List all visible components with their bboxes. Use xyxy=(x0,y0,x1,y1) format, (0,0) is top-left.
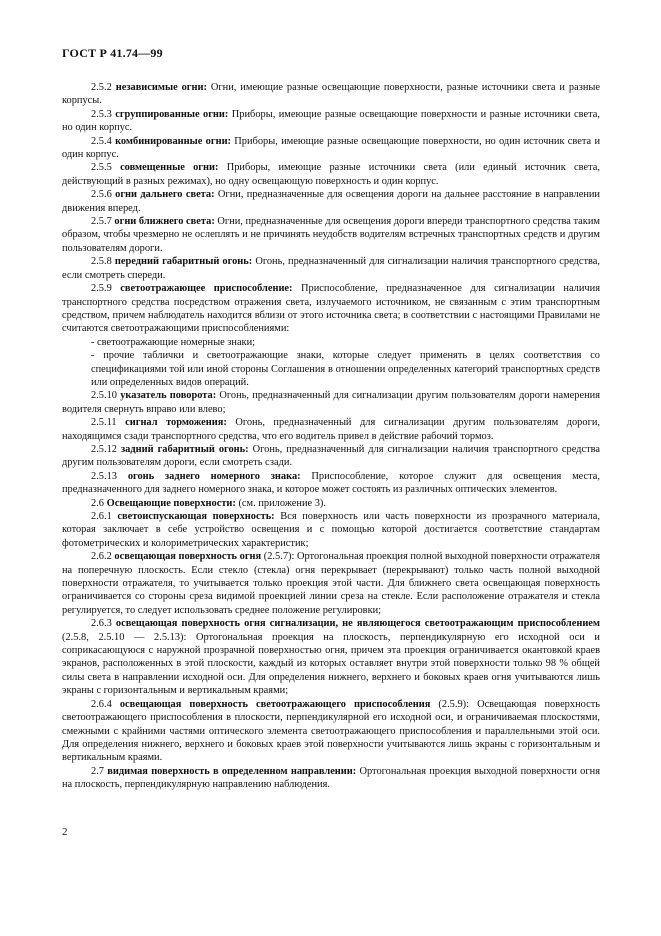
clause-text: (см. приложение 3). xyxy=(235,497,326,509)
clause-text: - прочие таблички и светоотражающие знаки, которые следует применять в целях соответствия со спецификациями той или иной стороны Соглашения в отношении определенных категорий транспортных средств или определенных видов операций. xyxy=(91,350,600,388)
clause-text: Приспособление, которое служит для освещения места, предназначенного для заднего номерного знака, и которое может состоять из различных оптических элементов. xyxy=(62,470,601,496)
clause-paragraph xyxy=(62,161,600,188)
clause-term: сигнал торможения: xyxy=(125,417,227,429)
document-header: ГОСТ Р 41.74—99 xyxy=(62,46,163,60)
clause-number: 2.6.1 xyxy=(91,511,112,522)
clause-text: Приспособление, предназначенное для сигнализации наличия транспортного средства посредством отражения света, излучаемого источником, не связанным с этим транспортным средством, причем наблюдатель находится вблизи от этого источника света; в соответствии с настоящими Правилами не считаются светоотражающими приспособлениями: xyxy=(62,283,600,335)
clause-text: Вся поверхность или часть поверхности из прозрачного материала, которая заключает в себе устройство освещения и с помощью которой достигается соответствие стандартам фотометрических и колориметрических характеристик; xyxy=(62,511,601,549)
clause-paragraph xyxy=(62,443,600,470)
clause-number: 2.5.4 xyxy=(91,135,112,147)
list-item xyxy=(62,336,600,349)
clause-term: освещающая поверхность огня xyxy=(114,551,262,563)
clause-number: 2.5.13 xyxy=(91,470,117,482)
clause-paragraph xyxy=(62,497,600,510)
list-item xyxy=(62,349,600,389)
clause-paragraph xyxy=(62,510,600,550)
clause-term: передний габаритный огонь: xyxy=(114,256,253,268)
clause-term: видимая поверхность в определенном направлении: xyxy=(107,765,357,777)
clause-term: освещающая поверхность светоотражающего приспособления xyxy=(119,698,431,710)
clause-text: Приборы, имеющие разные источники света (или единый источник света, действующий в разных режимах), но одну освещающую поверхность и один корпус. xyxy=(62,162,600,187)
clause-paragraph xyxy=(62,765,600,792)
clause-text: (2.5.7): Ортогональная проекция полной выходной поверхности отражателя на поперечную плоскость. Если стекло (стекла) огня перекрывает (перекрывают) только часть полной выходной поверхности отражателя, то учитывается только проекция этой части. Для ближнего света освещающая поверхность ограничивается со стороны среза видимой проекцией линии среза на стекле. Если расположение отражателя и стекла регулируется, то следует использовать среднее положение регулировки; xyxy=(62,551,600,616)
clause-paragraph xyxy=(62,470,600,497)
clause-term: светоотражающее приспособление: xyxy=(120,283,293,295)
clause-number: 2.6.3 xyxy=(91,618,112,630)
clause-text: Огонь, предназначенный для сигнализации другим пользователям дороги, находящимся сзади транспортного средства, что его водитель привел в действие рабочий тормоз. xyxy=(62,417,600,442)
clause-paragraph xyxy=(62,617,600,697)
clause-paragraph xyxy=(62,698,600,765)
clause-paragraph xyxy=(62,81,600,108)
clause-number: 2.5.10 xyxy=(91,390,117,402)
clause-number: 2.5.7 xyxy=(91,216,112,228)
clause-text: (2.5.8, 2.5.10 — 2.5.13): Ортогональная проекция на плоскость, перпендикулярную его исходной оси и соприкасающуюся с наружной прозрачной поверхностью огня, причем эта проекция ограничивается окантовкой краев экранов, расположенных в этой плоскости, каждый из которых оставляет внутри этой поверхности только 98 % общей силы света в направлении исходной оси. Для определения нижнего, верхнего и боковых краев огня учитываются лишь экраны с горизонтальным и вертикальным краями; xyxy=(62,631,600,697)
clause-number: 2.7 xyxy=(91,765,104,777)
clause-number: 2.5.8 xyxy=(91,256,112,268)
clause-term: комбинированные огни: xyxy=(115,135,232,147)
clause-term: огонь заднего номерного знака: xyxy=(127,470,301,482)
clause-paragraph xyxy=(62,389,600,416)
clause-term: указатель поворота: xyxy=(120,390,217,402)
clause-text: Огни, предназначенные для освещения дороги на дальнее расстояние в направлении движения вперед. xyxy=(62,189,600,214)
clause-number: 2.5.9 xyxy=(91,283,112,295)
clause-text: (2.5.9): Освещающая поверхность светоотражающего приспособления в плоскости, перпендикулярной его исходной оси, и ограничиваемая плоскостями, смежными с крайними частями оптического элемента светоотражающего приспособления и параллельными этой оси. Для определения нижнего, верхнего и боковых краев этой поверхности учитываются лишь экраны с горизонтальным и вертикальным краями. xyxy=(62,698,600,764)
clause-term: огни ближнего света: xyxy=(114,216,215,228)
clause-term: сгруппированные огни: xyxy=(115,108,229,120)
document-body xyxy=(62,81,600,792)
clause-text: - светоотражающие номерные знаки; xyxy=(91,336,256,348)
clause-text: Огонь, предназначенный для сигнализации другим пользователям дороги намерения водителя свернуть вправо или влево; xyxy=(62,390,600,415)
clause-term: Освещающие поверхности: xyxy=(106,497,236,509)
clause-number: 2.6 xyxy=(91,497,104,509)
clause-paragraph xyxy=(62,282,600,336)
clause-text: Огни, предназначенные для освещения дороги впереди транспортного средства таким образом, чтобы чрезмерно не ослеплять и не причинять неудобств водителям встречных транспортных средств и другим пользователям дороги. xyxy=(62,216,600,254)
clause-term: освещающая поверхность огня сигнализации, не являющегося светоотражающим приспособлением xyxy=(115,618,600,630)
clause-number: 2.5.12 xyxy=(91,443,117,455)
clause-number: 2.6.2 xyxy=(91,551,112,563)
clause-term: задний габаритный огонь: xyxy=(120,443,249,455)
clause-number: 2.5.3 xyxy=(91,108,112,120)
clause-term: совмещенные огни: xyxy=(120,162,219,174)
clause-paragraph xyxy=(62,416,600,443)
clause-paragraph xyxy=(62,255,600,282)
clause-number: 2.5.6 xyxy=(91,189,112,201)
clause-term: светоиспускающая поверхность: xyxy=(117,511,275,522)
clause-paragraph xyxy=(62,215,600,255)
page-number: 2 xyxy=(62,826,68,838)
clause-number: 2.5.11 xyxy=(91,417,117,429)
clause-number: 2.6.4 xyxy=(91,698,112,710)
clause-text: Ортогональная проекция выходной поверхности огня на плоскость, перпендикулярную направлению наблюдения. xyxy=(62,765,600,791)
clause-text: Огонь, предназначенный для сигнализации наличия транспортного средства другим пользователям дороги, если смотреть сзади. xyxy=(62,443,600,469)
clause-text: Огонь, предназначенный для сигнализации наличия транспортного средства, если смотреть спереди. xyxy=(62,256,600,281)
clause-text: Огни, имеющие разные освещающие поверхности, разные источники света и разные корпусы. xyxy=(62,82,600,107)
clause-number: 2.5.2 xyxy=(91,82,112,93)
clause-paragraph xyxy=(62,108,600,135)
clause-text: Приборы, имеющие разные освещающие поверхности, но один источник света и один корпус. xyxy=(62,135,600,161)
clause-term: независимые огни: xyxy=(115,82,207,93)
clause-paragraph xyxy=(62,550,600,617)
clause-paragraph xyxy=(62,188,600,215)
clause-text: Приборы, имеющие разные освещающие поверхности и разные источники света, но один корпус. xyxy=(62,108,600,134)
clause-number: 2.5.5 xyxy=(91,162,112,174)
clause-paragraph xyxy=(62,135,600,162)
clause-term: огни дальнего света: xyxy=(115,189,215,201)
